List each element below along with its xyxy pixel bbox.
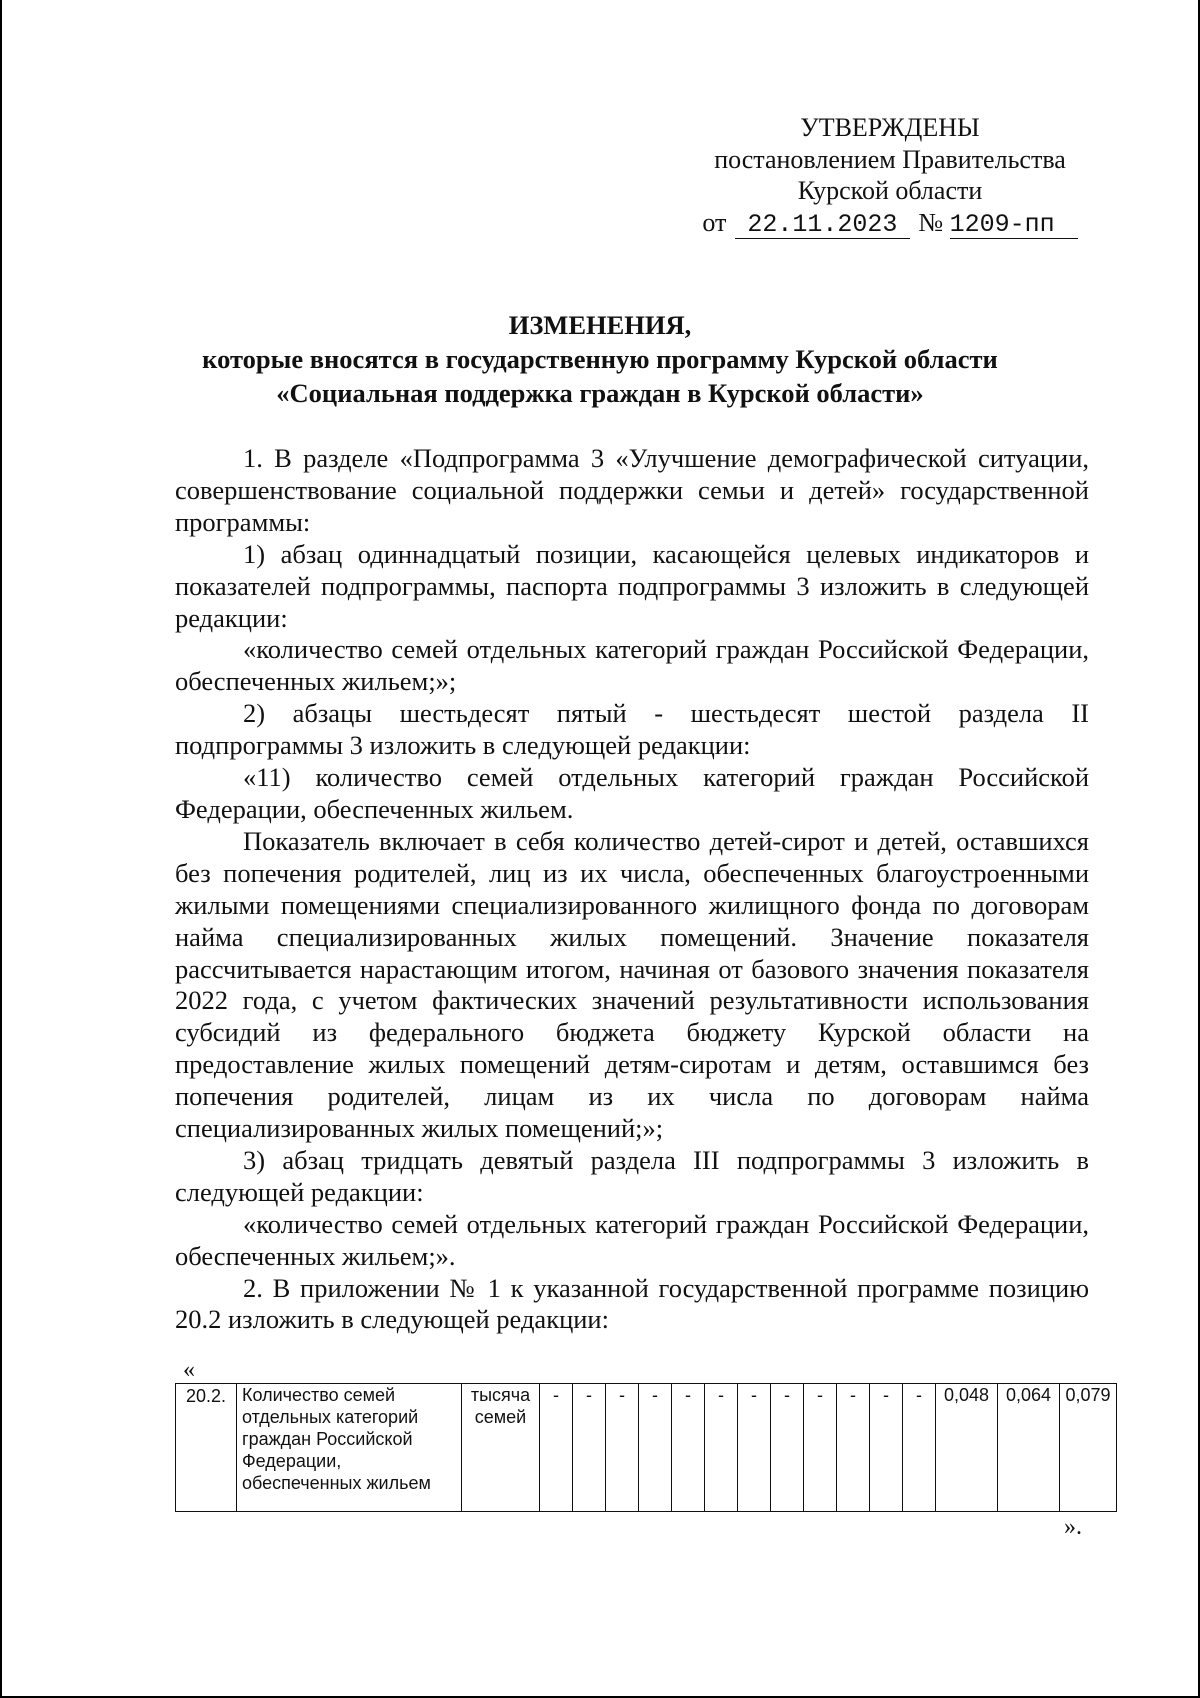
indicator-table [175,1383,1117,1512]
title-line-2: которые вносятся в государственную программу Курской области [202,344,998,374]
value-cell: 0,079 [1060,1384,1117,1512]
approval-line-3: Курской области [797,176,983,205]
indicator-name [237,1384,462,1512]
indicator-name-line: Количество семей [242,1385,396,1405]
indicator-name-line: Федерации, [242,1451,342,1471]
value-cell: - [606,1384,639,1512]
value-cell: - [738,1384,771,1512]
decree-number: 1209-пп [950,212,1078,239]
value-cell: - [540,1384,573,1512]
value-cell: 0,048 [936,1384,998,1512]
paragraph: 1) абзац одиннадцатый позиции, касающейся целевых индикаторов и показателей подпрограммы, паспорта подпрограммы 3 изложить в следующей редакции: [175,538,1089,633]
indicator-number: 20.2. [176,1384,237,1512]
number-prefix: № [918,207,944,237]
value-cell: - [639,1384,672,1512]
paragraph: 2) абзацы шестьдесят пятый - шестьдесят шестой раздела II подпрограммы 3 изложить в следующей редакции: [175,698,1089,761]
decree-date: 22.11.2023 [735,212,910,239]
value-cell: - [672,1384,705,1512]
paragraph: «количество семей отдельных категорий граждан Российской Федерации, обеспеченных жильем;»; [175,634,1089,697]
paragraph: «количество семей отдельных категорий граждан Российской Федерации, обеспеченных жильем;». [175,1208,1089,1271]
paragraph: 1. В разделе «Подпрограмма 3 «Улучшение демографической ситуации, совершенствование социальной поддержки семьи и детей» государственной программы: [175,443,1089,537]
value-cell: - [771,1384,804,1512]
value-cell: - [573,1384,606,1512]
approval-stamp [690,112,1090,239]
value-cell: 0,064 [998,1384,1060,1512]
value-cell: - [870,1384,903,1512]
table-open-quote: « [183,1357,195,1383]
paragraph: 2. В приложении № 1 к указанной государственной программе позицию 20.2 изложить в следующей редакции: [175,1272,1089,1335]
indicator-name-line: граждан Российской [242,1429,413,1449]
title-line-3: «Социальная поддержка граждан в Курской области» [276,378,924,408]
approval-line-1: УТВЕРЖДЕНЫ [800,113,980,142]
value-cell: - [903,1384,936,1512]
paragraph: «11) количество семей отдельных категорий граждан Российской Федерации, обеспеченных жильем. [175,762,1089,824]
document-body [175,443,1089,1336]
scan-border-left [0,0,2,1698]
indicator-unit [462,1384,540,1512]
paragraph: Показатель включает в себя количество детей-сирот и детей, оставшихся без попечения родителей, лиц из их числа, обеспеченных благоустроенными жилыми помещениями специализированного жилищного фонда по договорам найма специализированных жилых помещений. Значение показателя рассчитывается нарастающим итогом, начиная от базового значения показателя 2022 года, с учетом фактических значений результативности использования субсидий из федерального бюджета бюджету Курской области на предоставление жилых помещений детям-сиротам и детям, оставшимся без попечения родителей, лицам из их числа по договорам найма специализированных жилых помещений;»; [175,825,1089,1144]
document-title [150,308,1050,410]
date-prefix: от [702,207,727,237]
value-cell: - [804,1384,837,1512]
indicator-unit-line: тысяча [470,1385,531,1405]
title-line-1: ИЗМЕНЕНИЯ, [508,310,692,340]
indicator-name-line: отдельных категорий [242,1407,419,1427]
indicator-name-line: обеспеченных жильем [242,1473,431,1493]
value-cell: - [705,1384,738,1512]
approval-line-2: постановлением Правительства [714,144,1066,174]
paragraph: 3) абзац тридцать девятый раздела III подпрограммы 3 изложить в следующей редакции: [175,1144,1089,1207]
table-row [176,1384,1117,1512]
table-close-quote: ». [1064,1514,1082,1540]
value-cell: - [837,1384,870,1512]
approval-date-line [690,207,1090,239]
indicator-unit-line: семей [474,1407,527,1427]
